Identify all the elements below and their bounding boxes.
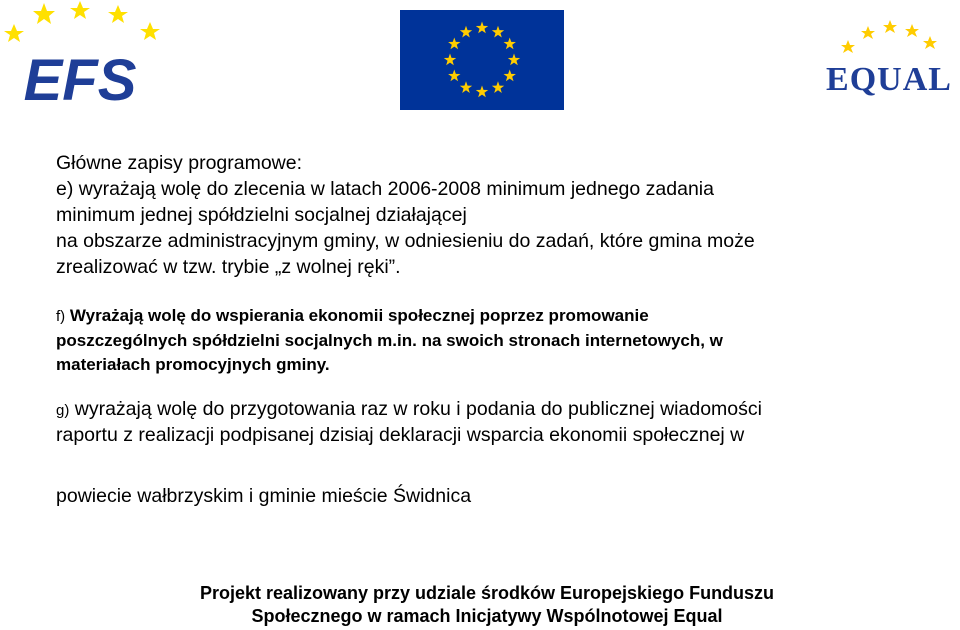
item-f-prefix: f): [56, 308, 66, 325]
eu-flag-icon: [400, 10, 564, 110]
item-e-line-3: na obszarze administracyjnym gminy, w odniesieniu do zadań, które gmina może: [56, 230, 755, 252]
equal-stars: [841, 20, 937, 53]
item-e-line-4: zrealizować w tzw. trybie „z wolnej ręki”.: [56, 256, 401, 278]
item-g-line-1: [56, 398, 762, 421]
item-e-line-1: e) wyrażają wolę do zlecenia w latach 2006-2008 minimum jednego zadania: [56, 178, 714, 200]
item-g-line-3: powiecie wałbrzyskim i gminie mieście Świdnica: [56, 485, 472, 507]
heading: Główne zapisy programowe:: [56, 152, 303, 174]
item-e-line-2: minimum jednej spółdzielni socjalnej działającej: [56, 204, 467, 226]
efs-stars: [4, 1, 160, 42]
equal-logo-text: EQUAL: [826, 61, 952, 98]
item-f-line-1: [56, 306, 649, 326]
item-g-text-1: wyrażają wolę do przygotowania raz w roku i podania do publicznej wiadomości: [74, 398, 762, 420]
item-g-prefix: g): [56, 402, 70, 419]
equal-logo-icon: [818, 10, 960, 100]
item-f-line-3: materiałach promocyjnych gminy.: [56, 355, 330, 374]
item-f-line-2: poszczególnych spółdzielni socjalnych m.in. na swoich stronach internetowych, w: [56, 331, 723, 350]
item-f-text-1: Wyrażają wolę do wspierania ekonomii społecznej poprzez promowanie: [69, 306, 649, 325]
item-g-line-2: raportu z realizacji podpisanej dzisiaj deklaracji wsparcia ekonomii społecznej w: [56, 424, 745, 446]
efs-logo-text: EFS: [23, 48, 137, 112]
footer-line-2: Społecznego w ramach Inicjatywy Wspólnotowej Equal: [251, 606, 723, 626]
footer-line-1: Projekt realizowany przy udziale środków Europejskiego Funduszu: [199, 583, 775, 603]
efs-logo-icon: [0, 0, 165, 112]
